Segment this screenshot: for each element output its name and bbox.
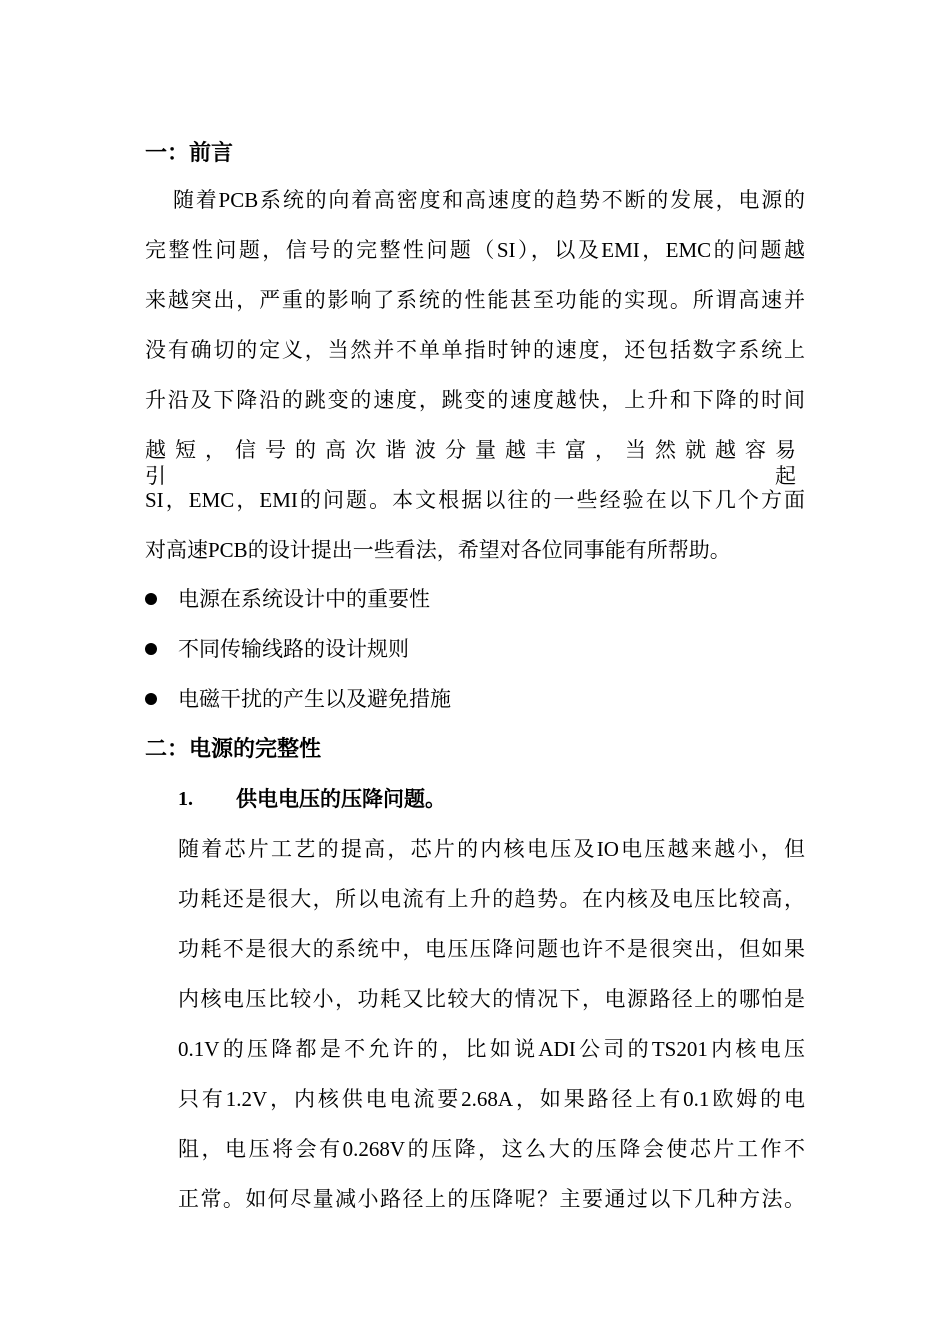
section-heading-power-integrity: 二：电源的完整性 bbox=[145, 736, 322, 761]
paragraph-line: 来越突出，严重的影响了系统的性能甚至功能的实现。所谓高速并 bbox=[145, 288, 805, 312]
paragraph-line: 越短，信号的高次谐波分量越丰富，当然就越容易引起 bbox=[145, 438, 805, 488]
subheading-text: 供电电压的压降问题。 bbox=[236, 787, 446, 811]
paragraph-line: 功耗不是很大的系统中，电压压降问题也许不是很突出，但如果 bbox=[178, 937, 805, 961]
bullet-dot-icon bbox=[145, 643, 157, 655]
bullet-text: 不同传输线路的设计规则 bbox=[178, 637, 409, 661]
bullet-text: 电磁干扰的产生以及避免措施 bbox=[178, 687, 451, 711]
paragraph-line: 完整性问题，信号的完整性问题（SI），以及EMI，EMC的问题越 bbox=[145, 238, 805, 262]
paragraph-line: 内核电压比较小，功耗又比较大的情况下，电源路径上的哪怕是 bbox=[178, 987, 805, 1011]
paragraph-line: 阻，电压将会有0.268V的压降，这么大的压降会使芯片工作不 bbox=[178, 1137, 805, 1161]
paragraph-line: SI，EMC，EMI的问题。本文根据以往的一些经验在以下几个方面 bbox=[145, 488, 805, 512]
bullet-dot-icon bbox=[145, 593, 157, 605]
bullet-dot-icon bbox=[145, 693, 157, 705]
paragraph-line: 对高速PCB的设计提出一些看法，希望对各位同事能有所帮助。 bbox=[145, 538, 731, 562]
subheading-number: 1. bbox=[178, 788, 193, 810]
paragraph-line: 随着芯片工艺的提高，芯片的内核电压及IO电压越来越小，但 bbox=[178, 837, 805, 861]
paragraph-line: 功耗还是很大，所以电流有上升的趋势。在内核及电压比较高， bbox=[178, 887, 805, 911]
section-heading-preface: 一：前言 bbox=[145, 140, 234, 165]
paragraph-line: 只有1.2V，内核供电电流要2.68A，如果路径上有0.1欧姆的电 bbox=[178, 1087, 805, 1111]
paragraph-line: 升沿及下降沿的跳变的速度，跳变的速度越快，上升和下降的时间 bbox=[145, 388, 805, 412]
bullet-text: 电源在系统设计中的重要性 bbox=[178, 587, 430, 611]
paragraph-line: 没有确切的定义，当然并不单单指时钟的速度，还包括数字系统上 bbox=[145, 338, 805, 362]
paragraph-line: 正常。如何尽量减小路径上的压降呢？主要通过以下几种方法。 bbox=[178, 1187, 805, 1211]
paragraph-line: 随着PCB系统的向着高密度和高速度的趋势不断的发展，电源的 bbox=[173, 188, 805, 212]
paragraph-line: 0.1V的压降都是不允许的，比如说ADI公司的TS201内核电压 bbox=[178, 1037, 805, 1061]
